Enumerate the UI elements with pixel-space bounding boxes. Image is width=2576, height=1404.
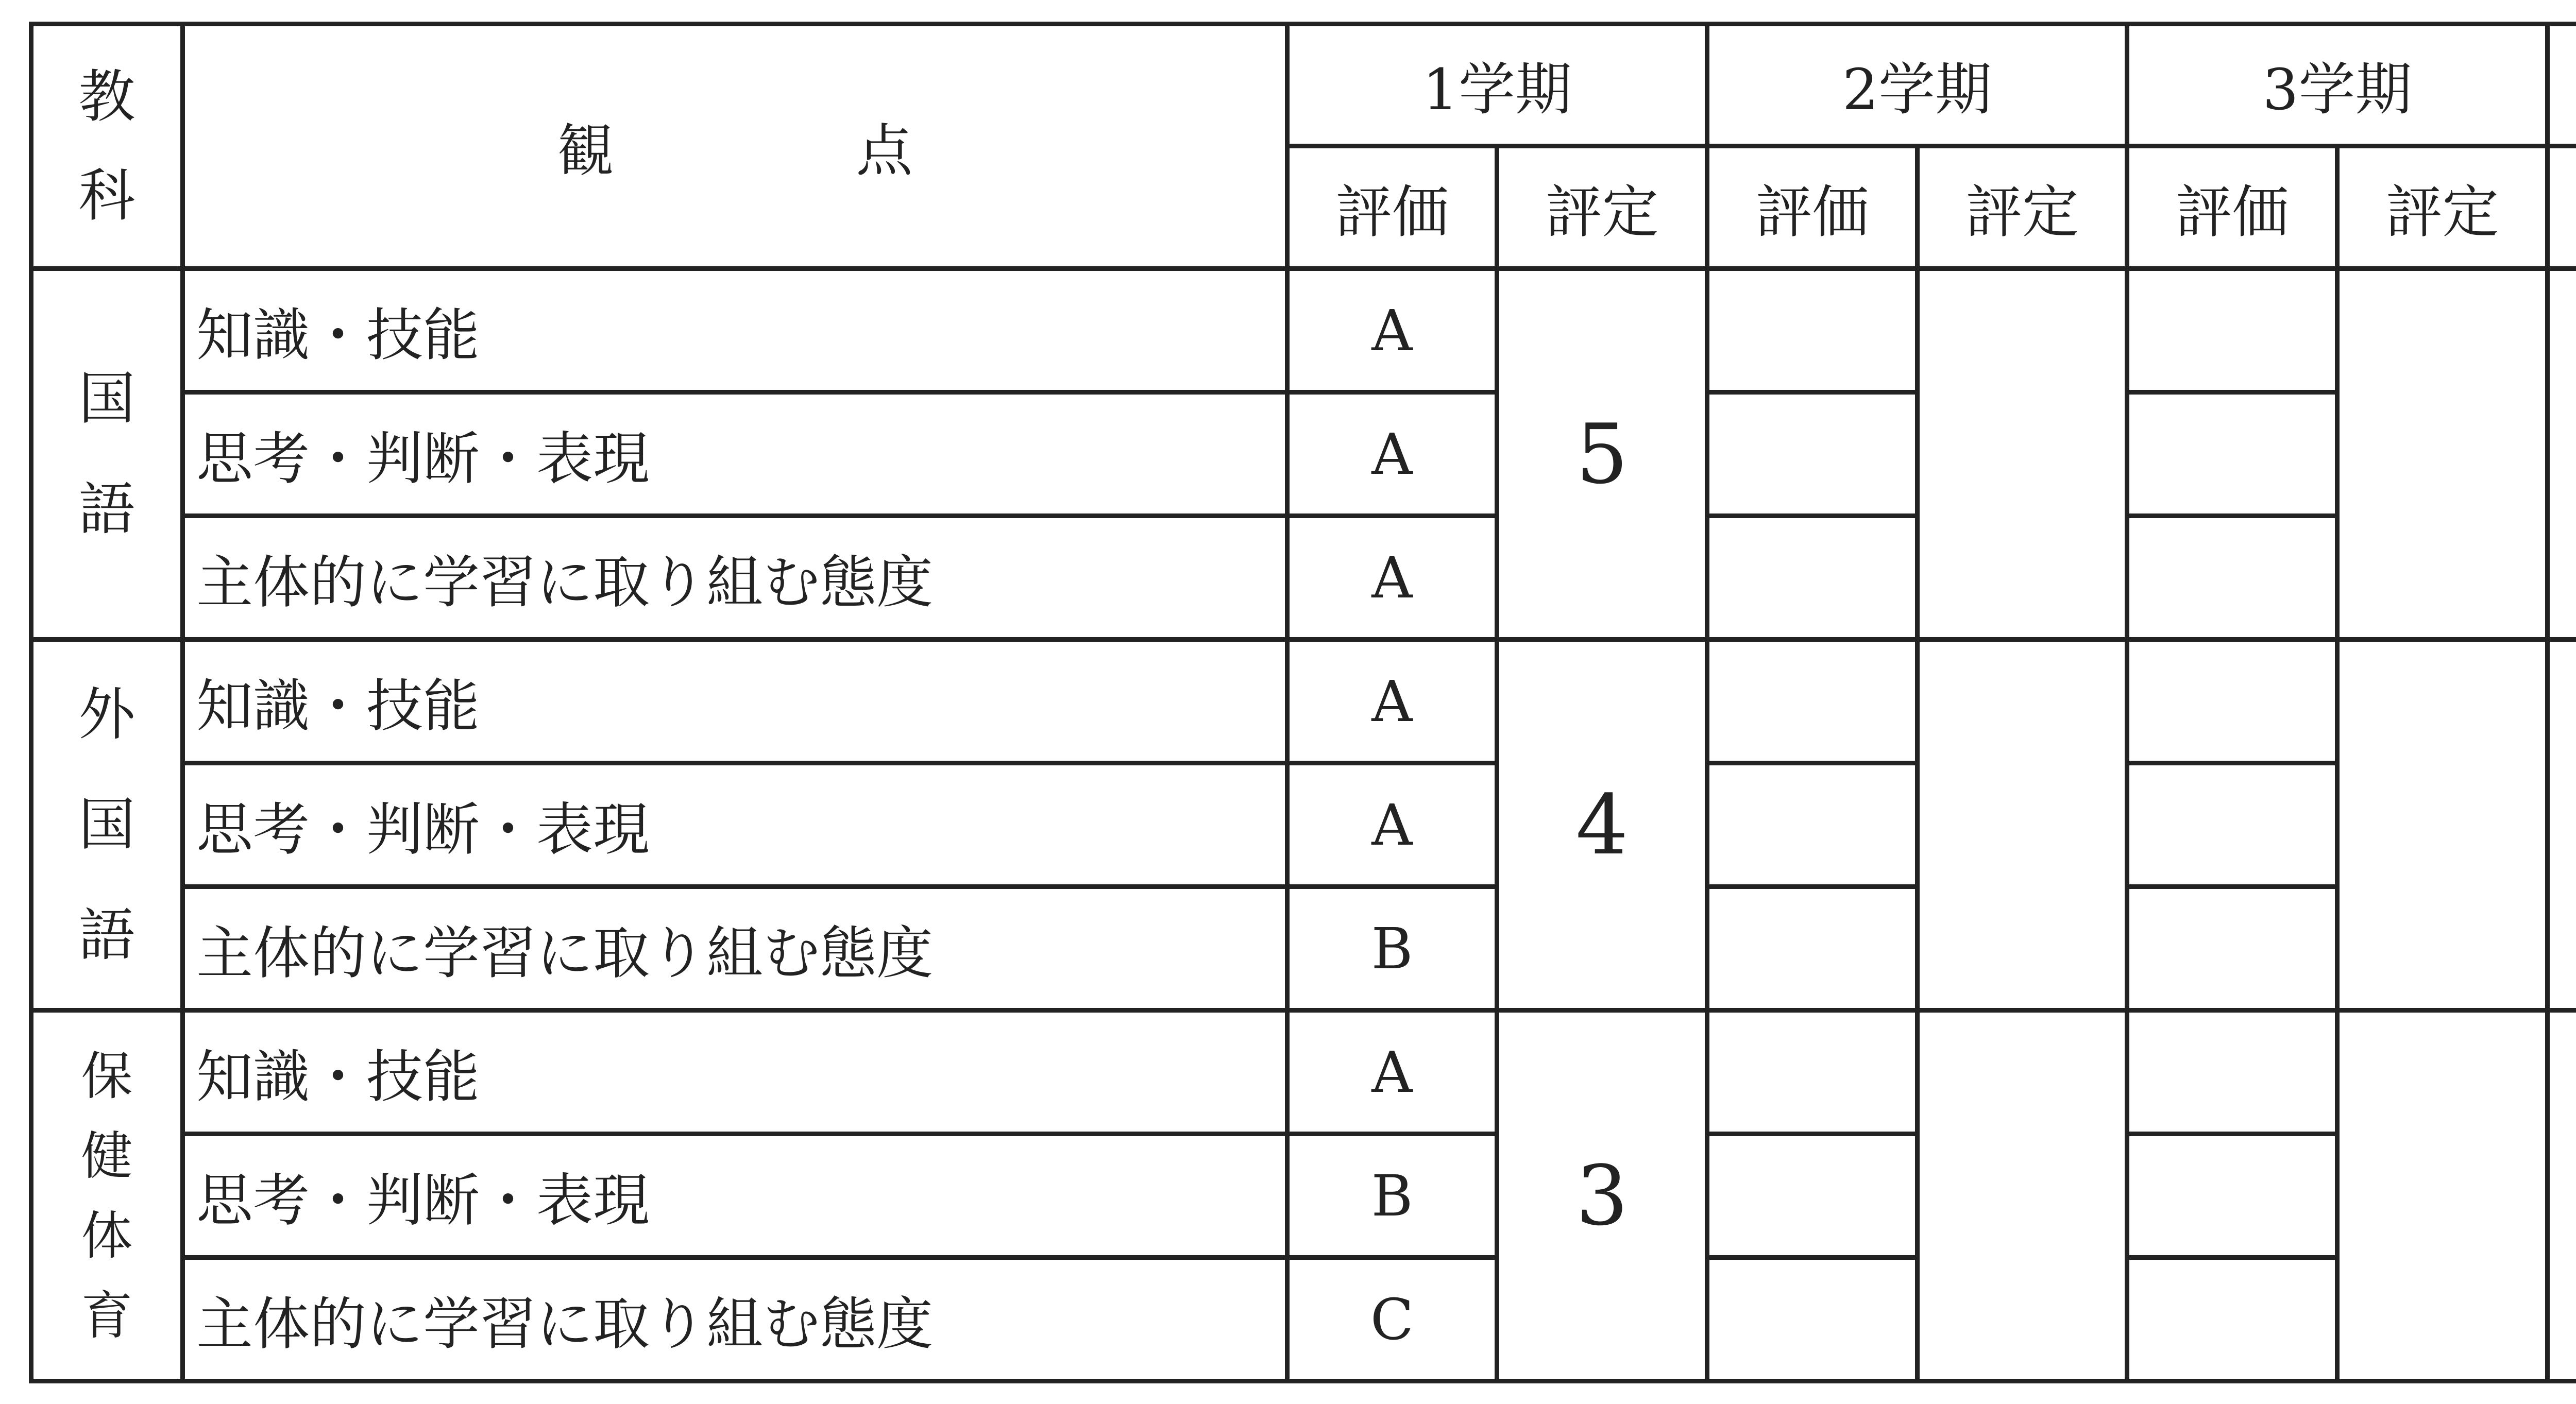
subject-char: 語 <box>78 476 135 542</box>
term2-eval-cell <box>1707 269 1918 392</box>
term1-grade-header: 評定 <box>1497 146 1707 269</box>
term2-grade-cell <box>1918 640 2127 1011</box>
viewpoint-label: 思考・判断・表現 <box>183 1134 1287 1258</box>
subject-name-foreign-language <box>31 640 183 1011</box>
subject-header-char: 教 <box>78 63 135 130</box>
term1-header: 1学期 <box>1287 24 1707 146</box>
term1-eval-cell: A <box>1287 269 1497 392</box>
viewpoint-label: 主体的に学習に取り組む態度 <box>183 516 1287 640</box>
grade-report-table <box>29 22 2576 1383</box>
table-row <box>31 516 2576 640</box>
term3-grade-cell <box>2337 269 2548 640</box>
term3-eval-header: 評価 <box>2127 146 2337 269</box>
subject-char: 体 <box>81 1205 133 1266</box>
year-end-grade-header <box>2548 146 2576 269</box>
term3-header: 3学期 <box>2127 24 2548 146</box>
viewpoint-header-left: 観 <box>557 118 614 184</box>
viewpoint-header-right: 点 <box>856 118 913 184</box>
header-row-1 <box>31 24 2576 146</box>
term3-grade-cell <box>2337 1011 2548 1381</box>
term3-eval-cell <box>2127 516 2337 640</box>
term2-header: 2学期 <box>1707 24 2127 146</box>
table-row <box>31 1258 2576 1381</box>
term3-eval-cell <box>2127 1011 2337 1134</box>
term3-eval-cell <box>2127 1258 2337 1381</box>
term1-grade-cell: 4 <box>1497 640 1707 1011</box>
subject-name-japanese <box>31 269 183 640</box>
term3-eval-cell <box>2127 269 2337 392</box>
term2-eval-cell <box>1707 516 1918 640</box>
subject-header-char: 科 <box>78 163 135 229</box>
table-row <box>31 887 2576 1011</box>
term2-eval-cell <box>1707 1011 1918 1134</box>
table-row <box>31 1011 2576 1134</box>
viewpoint-label: 知識・技能 <box>183 269 1287 392</box>
term1-eval-cell: C <box>1287 1258 1497 1381</box>
term3-eval-cell <box>2127 887 2337 1011</box>
term1-grade-cell: 5 <box>1497 269 1707 640</box>
term1-eval-cell: A <box>1287 392 1497 516</box>
viewpoint-label: 知識・技能 <box>183 640 1287 763</box>
term1-grade-cell: 3 <box>1497 1011 1707 1381</box>
viewpoint-label: 思考・判断・表現 <box>183 392 1287 516</box>
subject-char: 健 <box>81 1125 133 1186</box>
viewpoint-header <box>183 24 1287 269</box>
term2-eval-cell <box>1707 392 1918 516</box>
subject-char: 外 <box>78 681 135 747</box>
table-row <box>31 763 2576 887</box>
term1-eval-cell: A <box>1287 640 1497 763</box>
term1-eval-cell: A <box>1287 516 1497 640</box>
term1-eval-header: 評価 <box>1287 146 1497 269</box>
year-end-grade-cell <box>2548 640 2576 1011</box>
term2-eval-cell <box>1707 887 1918 1011</box>
subject-header <box>31 24 183 269</box>
term2-eval-cell <box>1707 763 1918 887</box>
year-end-grade-cell <box>2548 1011 2576 1381</box>
subject-name-health-pe <box>31 1011 183 1381</box>
term1-eval-cell: B <box>1287 1134 1497 1258</box>
term2-eval-header: 評価 <box>1707 146 1918 269</box>
term2-grade-cell <box>1918 1011 2127 1381</box>
term2-eval-cell <box>1707 1134 1918 1258</box>
term3-grade-header: 評定 <box>2337 146 2548 269</box>
table-row <box>31 392 2576 516</box>
term1-eval-cell: A <box>1287 763 1497 887</box>
term3-eval-cell <box>2127 1134 2337 1258</box>
viewpoint-label: 思考・判断・表現 <box>183 763 1287 887</box>
year-end-grade-cell <box>2548 269 2576 640</box>
year-end-header <box>2548 24 2576 146</box>
viewpoint-label: 主体的に学習に取り組む態度 <box>183 887 1287 1011</box>
term3-eval-cell <box>2127 640 2337 763</box>
subject-char: 育 <box>81 1285 133 1346</box>
term3-eval-cell <box>2127 763 2337 887</box>
term1-eval-cell: A <box>1287 1011 1497 1134</box>
subject-char: 国 <box>78 792 135 858</box>
subject-char: 保 <box>81 1046 133 1106</box>
term2-eval-cell <box>1707 1258 1918 1381</box>
term2-grade-header: 評定 <box>1918 146 2127 269</box>
subject-char: 語 <box>78 902 135 968</box>
viewpoint-label: 主体的に学習に取り組む態度 <box>183 1258 1287 1381</box>
table-row <box>31 1134 2576 1258</box>
term3-grade-cell <box>2337 640 2548 1011</box>
term2-grade-cell <box>1918 269 2127 640</box>
term1-eval-cell: B <box>1287 887 1497 1011</box>
term3-eval-cell <box>2127 392 2337 516</box>
table-row <box>31 269 2576 392</box>
subject-char: 国 <box>78 366 135 432</box>
table-row <box>31 640 2576 763</box>
term2-eval-cell <box>1707 640 1918 763</box>
viewpoint-label: 知識・技能 <box>183 1011 1287 1134</box>
